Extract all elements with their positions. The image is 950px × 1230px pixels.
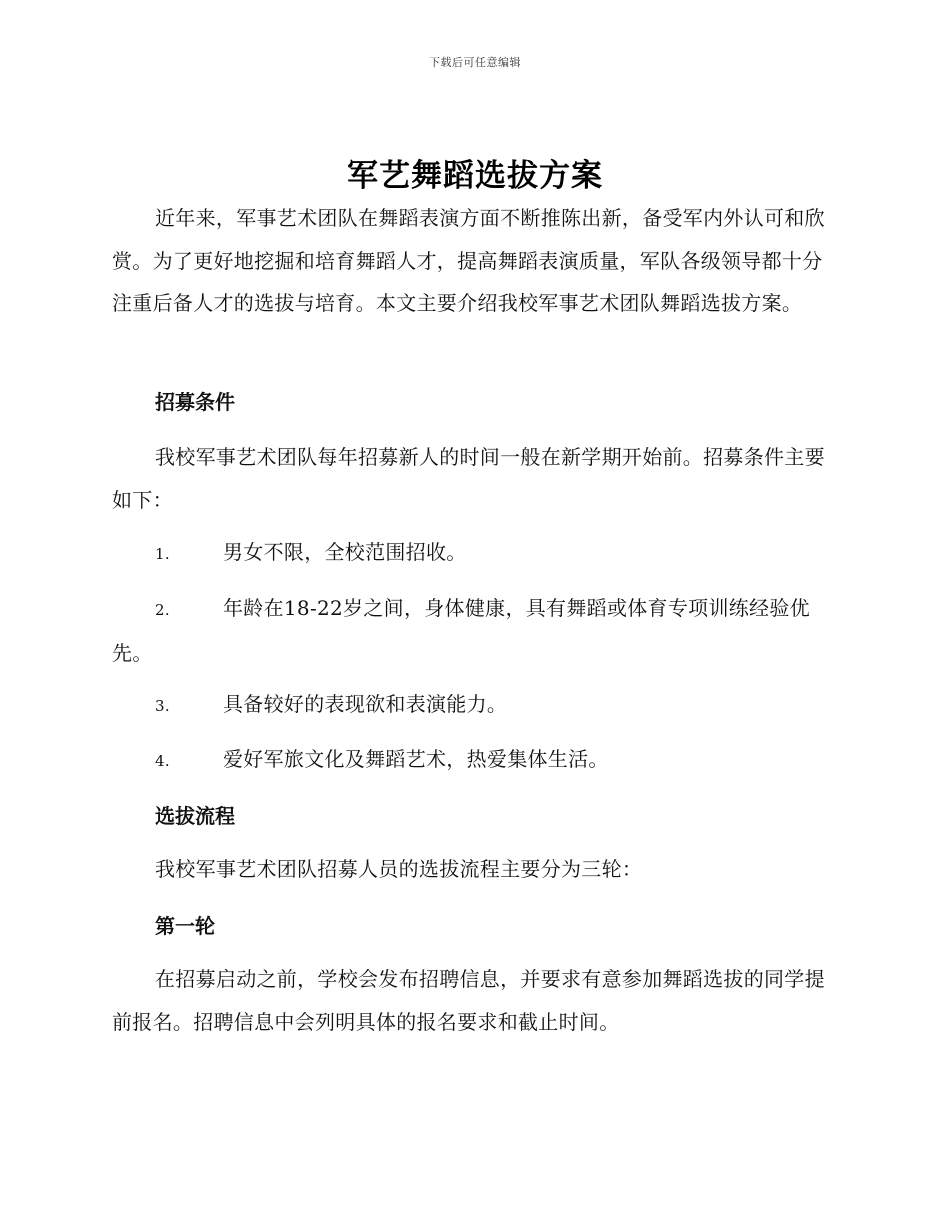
process-paragraph: 我校军事艺术团队招募人员的选拔流程主要分为三轮： [155,857,643,881]
list-item-number: 4. [155,752,170,770]
intro-paragraph: 近年来，军事艺术团队在舞蹈表演方面不断推陈出新，备受军内外认可和欣赏。为了更好地挖掘和培育舞蹈人才，提高舞蹈表演质量，军队各级领导都十分注重后备人才的选拔与培育。本文主要介绍我校军事艺术团队舞蹈选拔方案。 [112,206,825,315]
list-item-text: 具备较好的表现欲和表演能力。 [223,692,508,716]
list-item [112,531,832,576]
list-item-number: 2. [155,601,170,619]
section-heading-recruit: 招募条件 [155,390,235,414]
list-item [112,683,832,728]
list-item-text: 爱好军旅文化及舞蹈艺术，热爱集体生活。 [223,747,609,771]
list-item-number: 3. [155,697,170,715]
list-item-number: 1. [155,545,170,563]
list-item-text: 男女不限，全校范围招收。 [223,540,467,564]
round-one-paragraph: 在招募启动之前，学校会发布招聘信息，并要求有意参加舞蹈选拔的同学提前报名。招聘信息中会列明具体的报名要求和截止时间。 [112,967,825,1034]
recruit-paragraph: 我校军事艺术团队每年招募新人的时间一般在新学期开始前。招募条件主要如下： [112,445,825,512]
list-item-text: 年龄在18-22岁之间，身体健康，具有舞蹈或体育专项训练经验优先。 [112,596,810,665]
document-title: 军艺舞蹈选拔方案 [347,158,603,194]
list-item [112,587,832,674]
page-header-note: 下载后可任意编辑 [429,56,521,69]
section-heading-round-one: 第一轮 [155,914,215,938]
section-heading-process: 选拔流程 [155,804,235,828]
list-item [112,738,832,783]
